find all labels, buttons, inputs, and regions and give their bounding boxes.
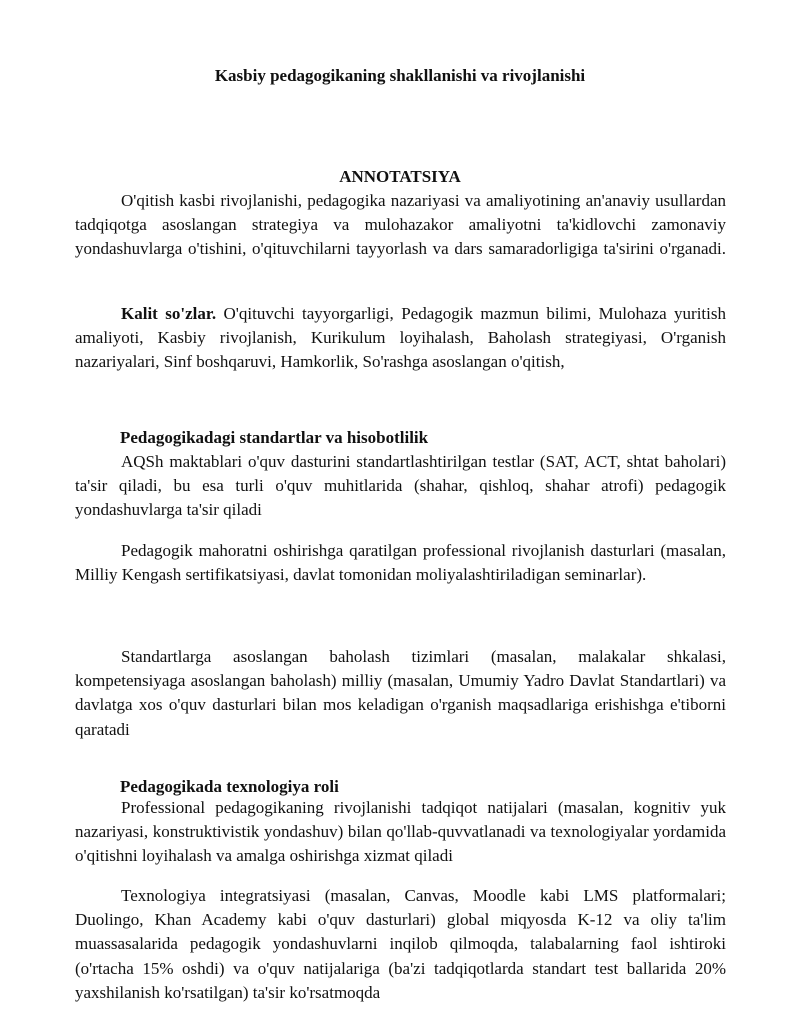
technology-paragraph-2: Texnologiya integratsiyasi (masalan, Canvas, Moodle kabi LMS platformalari; Duolingo, Khan Academy kabi o'quv dasturlari) global miqyosda K-12 va oliy ta'lim muassasalarida pedagogik yondashuvlarni inqilob qilmoqda, talabalarning faol ishtiroki (o'rtacha 15% oshdi) va o'quv natijalariga (ba'zi tadqiqotlarda standart test ballarida 20% yaxshilanish ko'rsatilgan) ta'sir ko'rsatmoqda — [75, 886, 726, 1002]
document-title: Kasbiy pedagogikaning shakllanishi va rivojlanishi — [214, 66, 586, 85]
standards-paragraph-1: AQSh maktablari o'quv dasturini standartlashtirilgan testlar (SAT, ACT, shtat baholari) ta'sir qiladi, bu esa turli o'quv muhitlarida (shahar, qishloq, shahar atrofi) pedagogik yondashuvlarga ta'sir qiladi — [75, 452, 726, 520]
keywords-label: Kalit so'zlar. — [121, 304, 217, 323]
annotation-paragraph: O'qitish kasbi rivojlanishi, pedagogika nazariyasi va amaliyotining an'anaviy usullardan tadqiqotga asoslangan strategiya va mulohazakor amaliyotni ta'kidlovchi zamonaviy yondashuvlarga o'tishini, o'qituvchilarni tayyorlash va dars samaradorligiga ta'sirini o'rganadi. — [75, 191, 726, 259]
keywords-list: O'qituvchi tayyorgarligi, Pedagogik mazmun bilimi, Mulohaza yuritish amaliyoti, Kasbiy rivojlanish, Kurikulum loyihalash, Baholash strategiyasi, O'rganish nazariyalari, Sinf boshqaruvi, Hamkorlik, So'rashga asoslangan o'qitish, — [75, 304, 726, 372]
technology-section-heading: Pedagogikada texnologiya roli — [120, 777, 339, 796]
standards-paragraph-2: Pedagogik mahoratni oshirishga qaratilgan professional rivojlanish dasturlari (masalan, Milliy Kengash sertifikatsiyasi, davlat tomonidan moliyalashtiriladigan seminarlar). — [75, 541, 726, 585]
annotation-heading: ANNOTATSIYA — [339, 167, 461, 186]
standards-section-heading: Pedagogikadagi standartlar va hisobotlilik — [120, 428, 429, 447]
technology-paragraph-1: Professional pedagogikaning rivojlanishi tadqiqot natijalari (masalan, kognitiv yuk nazariyasi, konstruktivistik yondashuv) bilan qo'llab-quvvatlanadi va texnologiyalar yordamida o'qitishni loyihalash va amalga oshirishga xizmat qiladi — [75, 798, 726, 866]
standards-paragraph-3: Standartlarga asoslangan baholash tizimlari (masalan, malakalar shkalasi, kompetensiyaga asoslangan baholash) milliy (masalan, Umumiy Yadro Davlat Standartlari) va davlatga xos o'quv dasturlari bilan mos keladigan o'rganish maqsadlariga erishishga e'tiborni qaratadi — [75, 647, 726, 739]
keywords-paragraph — [75, 302, 726, 375]
